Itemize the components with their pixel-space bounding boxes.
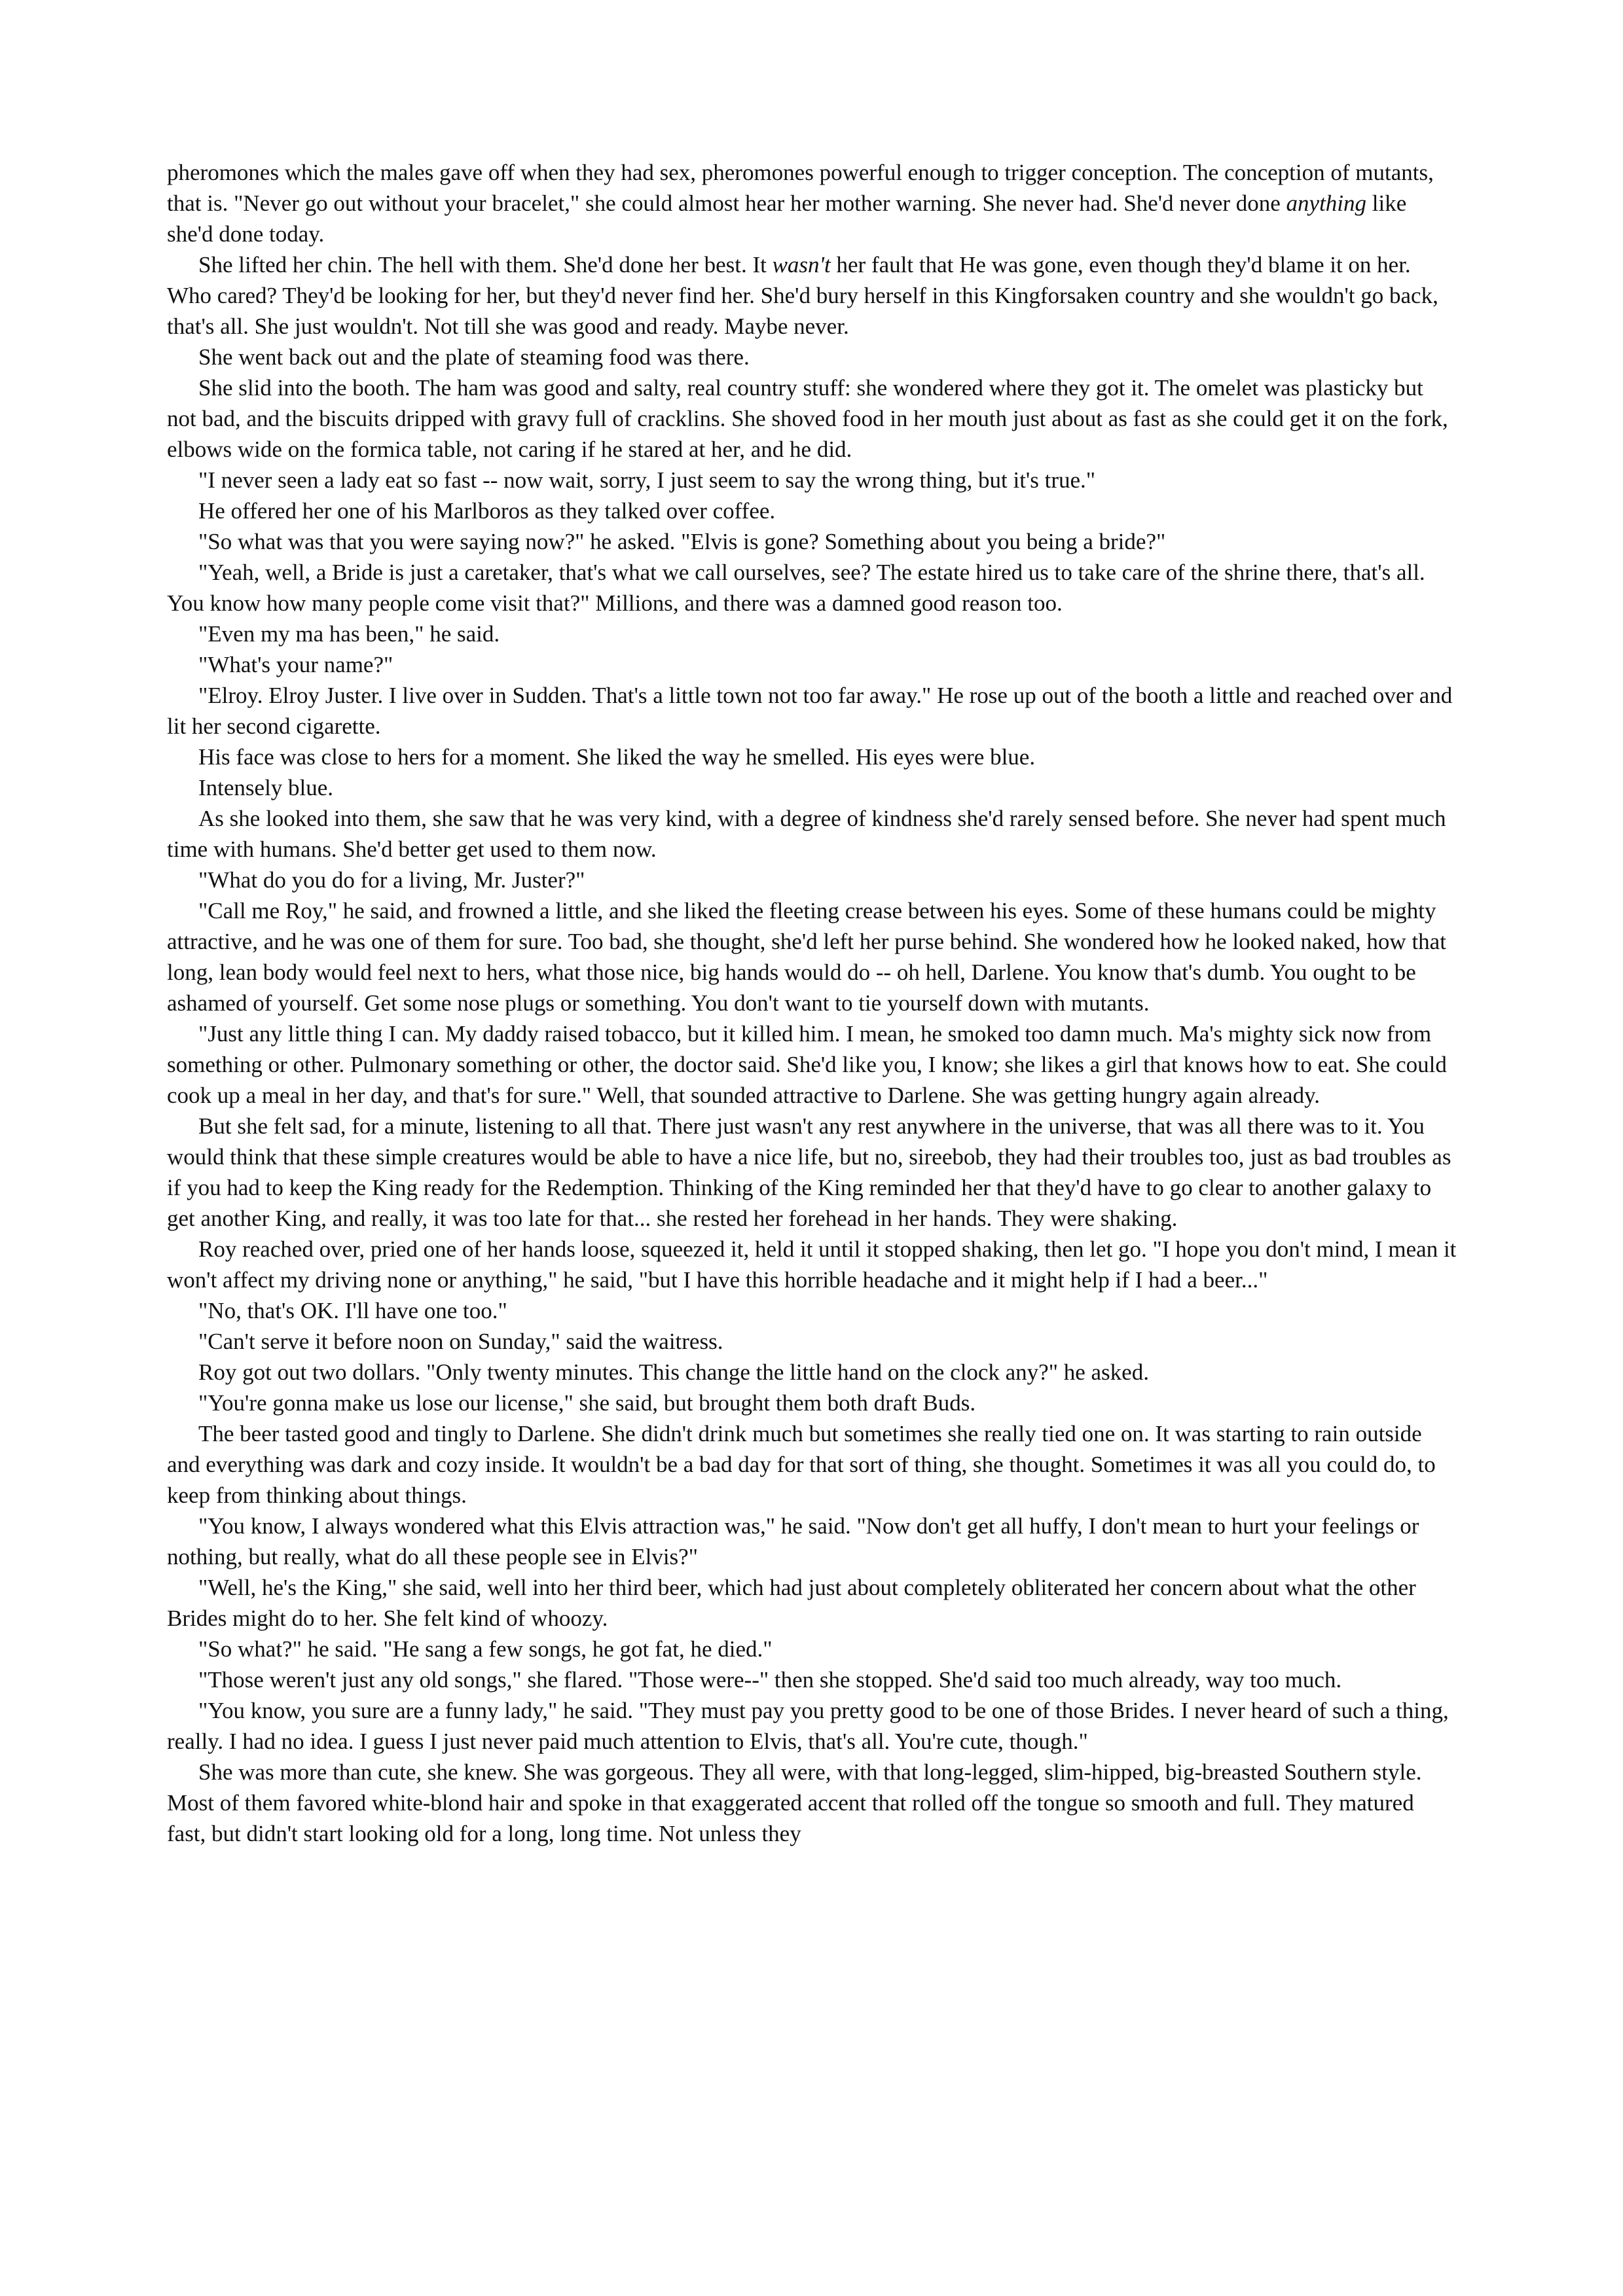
paragraph-5: "I never seen a lady eat so fast -- now wait, sorry, I just seem to say the wrong thing, but it's true." xyxy=(198,467,1096,493)
paragraph-2: She lifted her chin. The hell with them. She'd done her best. It wasn't her fault that He was gone, even though they'd blame it on her. Who cared? They'd be looking for her, but they'd never find her. She'd bury herself in this Kingforsaken country and she wouldn't go back, that's all. She just wouldn't. Not till she was good and ready. Maybe never. xyxy=(167,252,1438,339)
paragraph-30: She was more than cute, she knew. She was gorgeous. They all were, with that long-legged, slim-hipped, big-breasted Southern style. Most of them favored white-blond hair and spoke in that exaggerated accent that rolled off the tongue so smooth and full. They matured fast, but didn't start looking old for a long, long time. Not unless they xyxy=(167,1759,1422,1846)
paragraph-6: He offered her one of his Marlboros as they talked over coffee. xyxy=(198,498,776,524)
paragraph-24: The beer tasted good and tingly to Darlene. She didn't drink much but sometimes she really tied one on. It was starting to rain outside and everything was dark and cozy inside. It wouldn't be a bad day for that sort of thing, she thought. Sometimes it was all you could do, to keep from thinking about things. xyxy=(167,1421,1436,1508)
paragraph-10: "What's your name?" xyxy=(198,652,393,677)
document-page xyxy=(167,157,1458,1849)
paragraph-7: "So what was that you were saying now?" he asked. "Elvis is gone? Something about you being a bride?" xyxy=(198,529,1166,554)
paragraph-17: "Just any little thing I can. My daddy raised tobacco, but it killed him. I mean, he smoked too damn much. Ma's mighty sick now from something or other. Pulmonary something or other, the doctor said. She'd like you, I know; she likes a girl that knows how to eat. She could cook up a meal in her day, and that's for sure." Well, that sounded attractive to Darlene. She was getting hungry again already. xyxy=(167,1021,1447,1108)
emphasis-text: wasn't xyxy=(772,252,831,278)
paragraph-18: But she felt sad, for a minute, listening to all that. There just wasn't any rest anywhere in the universe, that was all there was to it. You would think that these simple creatures would be able to have a nice life, but no, sireebob, they had their troubles too, just as bad troubles as if you had to keep the King ready for the Redemption. Thinking of the King reminded her that they'd have to go clear to another galaxy to get another King, and really, it was too late for that... she rested her forehead in her hands. They were shaking. xyxy=(167,1113,1451,1231)
paragraph-12: His face was close to hers for a moment. She liked the way he smelled. His eyes were blue. xyxy=(198,744,1036,770)
paragraph-25: "You know, I always wondered what this Elvis attraction was," he said. "Now don't get all huffy, I don't mean to hurt your feelings or nothing, but really, what do all these people see in Elvis?" xyxy=(167,1513,1419,1570)
paragraph-14: As she looked into them, she saw that he was very kind, with a degree of kindness she'd rarely sensed before. She never had spent much time with humans. She'd better get used to them now. xyxy=(167,806,1446,862)
paragraph-16: "Call me Roy," he said, and frowned a little, and she liked the fleeting crease between his eyes. Some of these humans could be mighty attractive, and he was one of them for sure. Too bad, she thought, she'd left her purse behind. She wondered how he looked naked, how that long, lean body would feel next to hers, what those nice, big hands would do -- oh hell, Darlene. You know that's dumb. You ought to be ashamed of yourself. Get some nose plugs or something. You don't want to tie yourself down with mutants. xyxy=(167,898,1446,1016)
paragraph-28: "Those weren't just any old songs," she flared. "Those were--" then she stopped. She'd said too much already, way too much. xyxy=(198,1667,1342,1693)
paragraph-15: "What do you do for a living, Mr. Juster?" xyxy=(198,867,585,893)
paragraph-19: Roy reached over, pried one of her hands loose, squeezed it, held it until it stopped shaking, then let go. "I hope you don't mind, I mean it won't affect my driving none or anything," he said, "but I have this horrible headache and it might help if I had a beer..." xyxy=(167,1236,1457,1293)
paragraph-3: She went back out and the plate of steaming food was there. xyxy=(198,344,750,370)
paragraph-20: "No, that's OK. I'll have one too." xyxy=(198,1298,507,1323)
paragraph-8: "Yeah, well, a Bride is just a caretaker, that's what we call ourselves, see? The estate hired us to take care of the shrine there, that's all. You know how many people come visit that?" Millions, and there was a damned good reason too. xyxy=(167,560,1425,616)
paragraph-4: She slid into the booth. The ham was good and salty, real country stuff: she wondered where they got it. The omelet was plasticky but not bad, and the biscuits dripped with gravy full of cracklins. She shoved food in her mouth just about as fast as she could get it on the fork, elbows wide on the formica table, not caring if he stared at her, and he did. xyxy=(167,375,1448,462)
paragraph-29: "You know, you sure are a funny lady," he said. "They must pay you pretty good to be one of those Brides. I never heard of such a thing, really. I had no idea. I guess I just never paid much attention to Elvis, that's all. You're cute, though." xyxy=(167,1698,1449,1754)
paragraph-23: "You're gonna make us lose our license," she said, but brought them both draft Buds. xyxy=(198,1390,976,1416)
paragraph-26: "Well, he's the King," she said, well into her third beer, which had just about completely obliterated her concern about what the other Brides might do to her. She felt kind of whoozy. xyxy=(167,1575,1416,1631)
emphasis-text: anything xyxy=(1286,190,1367,216)
paragraph-1: pheromones which the males gave off when they had sex, pheromones powerful enough to trigger conception. The conception of mutants, that is. "Never go out without your bracelet," she could almost hear her mother warning. She never had. She'd never done anything like she'd done today. xyxy=(167,160,1434,247)
paragraph-22: Roy got out two dollars. "Only twenty minutes. This change the little hand on the clock any?" he asked. xyxy=(198,1359,1149,1385)
paragraph-11: "Elroy. Elroy Juster. I live over in Sudden. That's a little town not too far away." He rose up out of the booth a little and reached over and lit her second cigarette. xyxy=(167,683,1453,739)
paragraph-27: "So what?" he said. "He sang a few songs, he got fat, he died." xyxy=(198,1636,773,1662)
paragraph-13: Intensely blue. xyxy=(198,775,334,800)
paragraph-21: "Can't serve it before noon on Sunday," said the waitress. xyxy=(198,1329,723,1354)
paragraph-9: "Even my ma has been," he said. xyxy=(198,621,500,647)
